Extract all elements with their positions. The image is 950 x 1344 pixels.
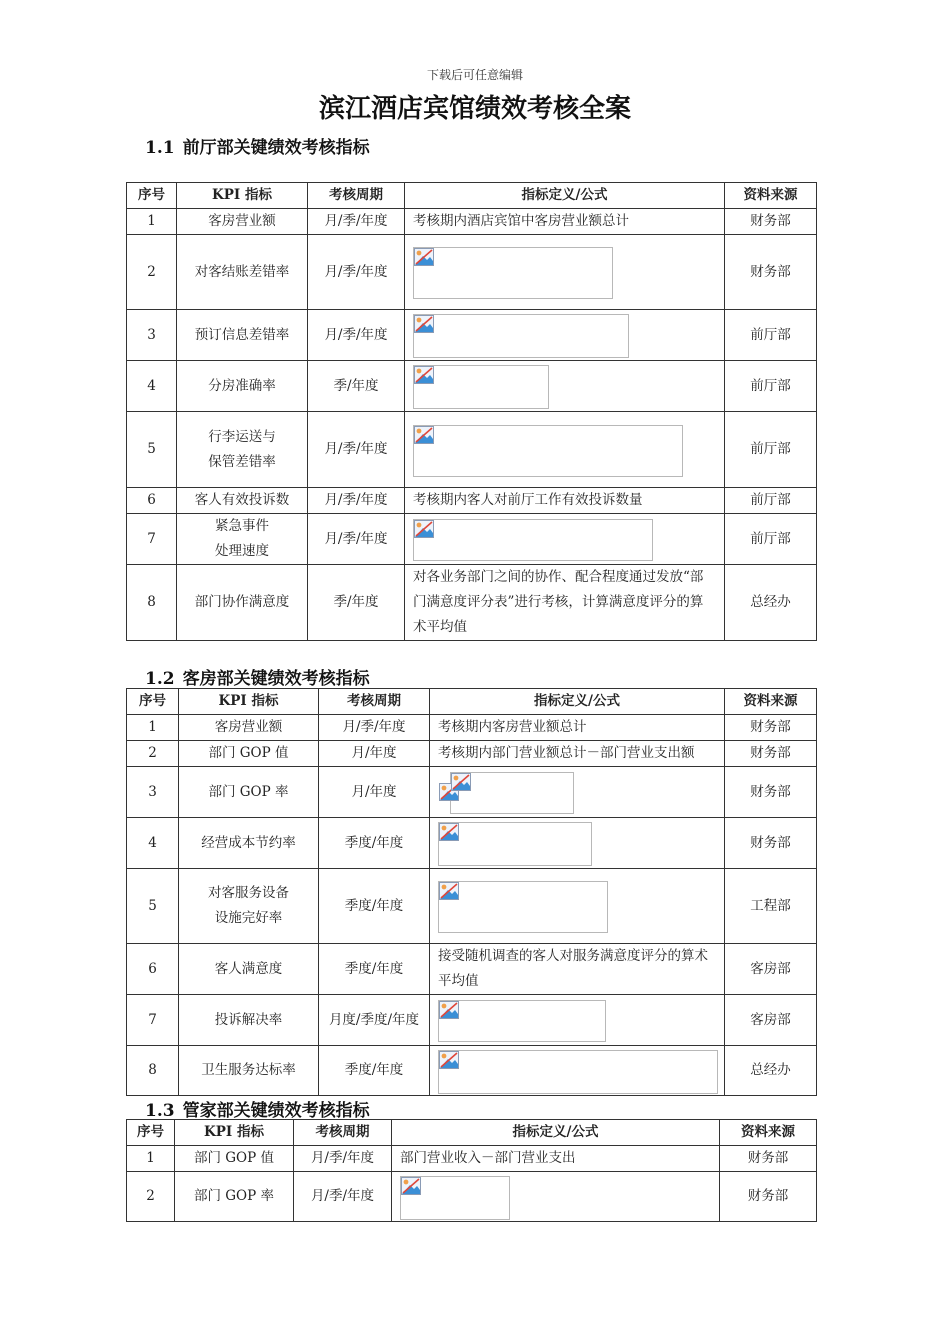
- row-kpi: 分房准确率: [177, 361, 308, 412]
- row-no: 2: [127, 1172, 175, 1222]
- header-kpi: KPI 指标: [177, 183, 308, 209]
- row-source: 前厅部: [725, 310, 817, 361]
- row-no: 5: [127, 412, 177, 488]
- row-period: 月/季/年度: [308, 310, 405, 361]
- table-row: [127, 715, 817, 741]
- row-period: 月/季/年度: [294, 1172, 392, 1222]
- header-source: 资料来源: [725, 183, 817, 209]
- row-source: 财务部: [720, 1146, 817, 1172]
- header-kpi: KPI 指标: [175, 1120, 294, 1146]
- broken-image-icon: [414, 520, 434, 538]
- broken-image-icon: [439, 1001, 459, 1019]
- row-no: 3: [127, 767, 179, 818]
- formula-image-placeholder: [400, 1176, 510, 1220]
- row-source: 客房部: [725, 995, 817, 1046]
- row-source: 财务部: [725, 209, 817, 235]
- row-source: 前厅部: [725, 361, 817, 412]
- section-title: 前厅部关键绩效考核指标: [182, 138, 370, 158]
- formula-image-placeholder: [438, 822, 592, 866]
- row-definition: [405, 514, 725, 565]
- formula-image-placeholder: [413, 365, 549, 409]
- header-no: 序号: [127, 1120, 175, 1146]
- section-heading-butler: [145, 1096, 370, 1121]
- row-source: 工程部: [725, 869, 817, 944]
- housekeeping-kpi-table: [126, 688, 817, 1096]
- row-no: 7: [127, 514, 177, 565]
- formula-image-placeholder: [413, 519, 653, 561]
- row-source: 财务部: [725, 235, 817, 310]
- table-row: [127, 514, 817, 565]
- row-period: 月/季/年度: [308, 235, 405, 310]
- row-kpi: 客房营业额: [179, 715, 319, 741]
- row-source: 前厅部: [725, 412, 817, 488]
- row-kpi: 预订信息差错率: [177, 310, 308, 361]
- broken-image-icon: [414, 315, 434, 333]
- broken-image-icon: [414, 366, 434, 384]
- table-row: [127, 235, 817, 310]
- row-definition: 对各业务部门之间的协作、配合程度通过发放“部门满意度评分表”进行考核，计算满意度评分的算术平均值: [405, 565, 725, 641]
- formula-image-placeholder: [450, 772, 574, 814]
- formula-image-placeholder: [413, 425, 683, 477]
- row-source: 客房部: [725, 944, 817, 995]
- row-period: 月/季/年度: [319, 715, 430, 741]
- section-number: 1.2: [145, 669, 175, 689]
- row-period: 季度/年度: [319, 818, 430, 869]
- row-no: 1: [127, 715, 179, 741]
- table-row: [127, 818, 817, 869]
- table-row: [127, 361, 817, 412]
- header-source: 资料来源: [720, 1120, 817, 1146]
- row-period: 季度/年度: [319, 869, 430, 944]
- row-source: 财务部: [725, 767, 817, 818]
- row-definition: [430, 995, 725, 1046]
- broken-image-icon: [414, 248, 434, 266]
- row-period: 月/季/年度: [308, 412, 405, 488]
- broken-image-icon: [451, 773, 471, 791]
- formula-image-placeholder: [413, 314, 629, 358]
- row-no: 6: [127, 944, 179, 995]
- row-kpi: 客房营业额: [177, 209, 308, 235]
- row-period: 季度/年度: [319, 944, 430, 995]
- row-no: 4: [127, 818, 179, 869]
- download-note: 下载后可任意编辑: [426, 68, 523, 82]
- row-definition: [430, 1046, 725, 1096]
- row-source: 前厅部: [725, 514, 817, 565]
- header-definition: 指标定义/公式: [430, 689, 725, 715]
- row-source: 前厅部: [725, 488, 817, 514]
- row-kpi: 客人有效投诉数: [177, 488, 308, 514]
- section-heading-housekeeping: [145, 664, 370, 689]
- table-row: [127, 565, 817, 641]
- row-no: 1: [127, 209, 177, 235]
- row-definition: 考核期内部门营业额总计－部门营业支出额: [430, 741, 725, 767]
- header-no: 序号: [127, 689, 179, 715]
- row-no: 5: [127, 869, 179, 944]
- section-number: 1.3: [145, 1101, 175, 1121]
- front-office-kpi-table: [126, 182, 817, 641]
- formula-image-placeholder: [413, 247, 613, 299]
- broken-image-icon: [439, 1051, 459, 1069]
- document-title: 滨江酒店宾馆绩效考核全案: [318, 94, 631, 124]
- row-period: 月/季/年度: [294, 1146, 392, 1172]
- row-source: 财务部: [720, 1172, 817, 1222]
- row-definition: [430, 869, 725, 944]
- row-period: 月/季/年度: [308, 209, 405, 235]
- row-source: 财务部: [725, 715, 817, 741]
- broken-image-icon: [439, 823, 459, 841]
- row-source: 财务部: [725, 818, 817, 869]
- broken-image-icon: [439, 882, 459, 900]
- row-no: 2: [127, 741, 179, 767]
- row-kpi: 部门 GOP 值: [179, 741, 319, 767]
- header-definition: 指标定义/公式: [405, 183, 725, 209]
- row-kpi: 卫生服务达标率: [179, 1046, 319, 1096]
- row-definition: [405, 310, 725, 361]
- row-no: 8: [127, 1046, 179, 1096]
- section-title: 管家部关键绩效考核指标: [182, 1101, 370, 1121]
- row-definition: [405, 235, 725, 310]
- row-period: 季度/年度: [319, 1046, 430, 1096]
- row-definition: [430, 767, 725, 818]
- table-header-row: [127, 183, 817, 209]
- header-kpi: KPI 指标: [179, 689, 319, 715]
- row-definition: 考核期内客房营业额总计: [430, 715, 725, 741]
- table-row: [127, 944, 817, 995]
- header-source: 资料来源: [725, 689, 817, 715]
- formula-image-placeholder: [438, 881, 608, 933]
- header-period: 考核周期: [308, 183, 405, 209]
- row-period: 月/年度: [319, 767, 430, 818]
- header-no: 序号: [127, 183, 177, 209]
- row-kpi: 部门 GOP 值: [175, 1146, 294, 1172]
- row-no: 7: [127, 995, 179, 1046]
- table-row: [127, 1146, 817, 1172]
- row-kpi: 客人满意度: [179, 944, 319, 995]
- row-kpi: 部门 GOP 率: [175, 1172, 294, 1222]
- row-period: 月/年度: [319, 741, 430, 767]
- table-row: [127, 995, 817, 1046]
- row-definition: [430, 818, 725, 869]
- row-no: 1: [127, 1146, 175, 1172]
- broken-image-icon: [401, 1177, 421, 1195]
- row-period: 月/季/年度: [308, 514, 405, 565]
- row-source: 财务部: [725, 741, 817, 767]
- row-kpi: 部门 GOP 率: [179, 767, 319, 818]
- row-period: 季/年度: [308, 565, 405, 641]
- table-row: [127, 741, 817, 767]
- table-row: [127, 1046, 817, 1096]
- row-no: 4: [127, 361, 177, 412]
- row-definition: 接受随机调查的客人对服务满意度评分的算术平均值: [430, 944, 725, 995]
- formula-image-placeholder: [438, 1050, 718, 1094]
- row-kpi: 部门协作满意度: [177, 565, 308, 641]
- table-header-row: [127, 1120, 817, 1146]
- row-source: 总经办: [725, 1046, 817, 1096]
- header-period: 考核周期: [294, 1120, 392, 1146]
- row-kpi: 对客结账差错率: [177, 235, 308, 310]
- table-row: [127, 767, 817, 818]
- formula-image-placeholder: [438, 1000, 606, 1042]
- row-period: 月/季/年度: [308, 488, 405, 514]
- row-kpi: 对客服务设备 设施完好率: [179, 869, 319, 944]
- header-period: 考核周期: [319, 689, 430, 715]
- row-period: 季/年度: [308, 361, 405, 412]
- row-definition: 考核期内客人对前厅工作有效投诉数量: [405, 488, 725, 514]
- row-no: 3: [127, 310, 177, 361]
- row-definition: [405, 361, 725, 412]
- row-no: 8: [127, 565, 177, 641]
- section-number: 1.1: [145, 138, 175, 158]
- table-row: [127, 869, 817, 944]
- table-row: [127, 488, 817, 514]
- row-kpi: 投诉解决率: [179, 995, 319, 1046]
- table-row: [127, 209, 817, 235]
- butler-kpi-table: [126, 1119, 817, 1222]
- row-no: 6: [127, 488, 177, 514]
- table-header-row: [127, 689, 817, 715]
- header-definition: 指标定义/公式: [392, 1120, 720, 1146]
- table-row: [127, 412, 817, 488]
- row-no: 2: [127, 235, 177, 310]
- row-kpi: 紧急事件 处理速度: [177, 514, 308, 565]
- row-source: 总经办: [725, 565, 817, 641]
- row-definition: 部门营业收入－部门营业支出: [392, 1146, 720, 1172]
- row-definition: 考核期内酒店宾馆中客房营业额总计: [405, 209, 725, 235]
- row-definition: [405, 412, 725, 488]
- table-row: [127, 1172, 817, 1222]
- broken-image-icon: [414, 426, 434, 444]
- section-heading-front-office: [145, 133, 370, 158]
- row-period: 月度/季度/年度: [319, 995, 430, 1046]
- table-row: [127, 310, 817, 361]
- row-kpi: 经营成本节约率: [179, 818, 319, 869]
- row-definition: [392, 1172, 720, 1222]
- row-kpi: 行李运送与 保管差错率: [177, 412, 308, 488]
- section-title: 客房部关键绩效考核指标: [182, 669, 370, 689]
